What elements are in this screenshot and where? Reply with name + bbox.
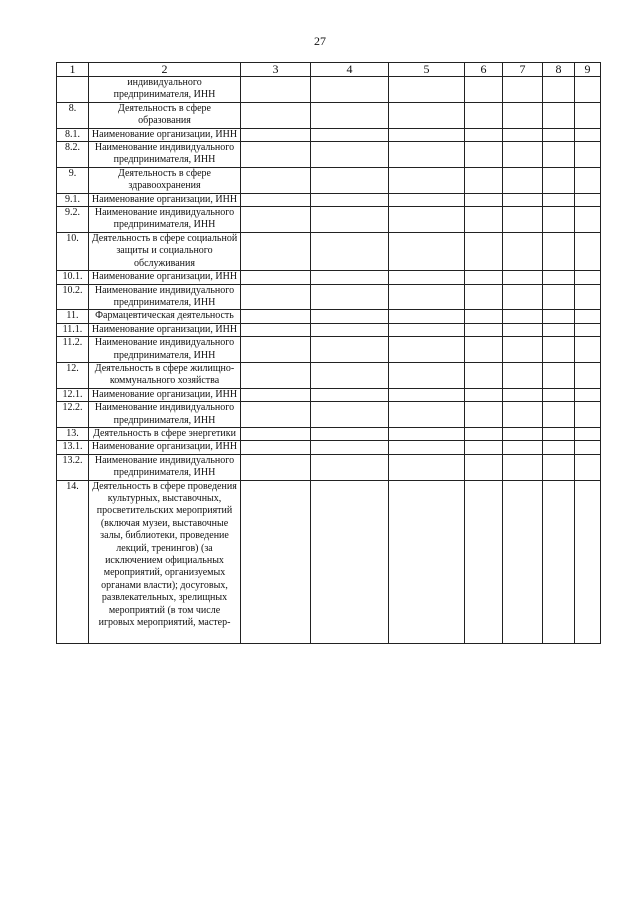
empty-cell[interactable] bbox=[575, 454, 601, 480]
row-description-cell: Наименование организации, ИНН bbox=[89, 323, 241, 336]
row-description-cell: индивидуального предпринимателя, ИНН bbox=[89, 77, 241, 103]
empty-cell[interactable] bbox=[575, 167, 601, 193]
row-number-cell: 10.2. bbox=[57, 284, 89, 310]
column-header: 6 bbox=[465, 63, 503, 77]
empty-cell[interactable] bbox=[311, 284, 389, 310]
empty-cell[interactable] bbox=[311, 207, 389, 233]
empty-cell[interactable] bbox=[311, 232, 389, 270]
empty-cell[interactable] bbox=[465, 284, 503, 310]
empty-cell[interactable] bbox=[389, 310, 465, 323]
empty-cell[interactable] bbox=[543, 232, 575, 270]
table-body bbox=[57, 77, 601, 644]
empty-cell[interactable] bbox=[241, 337, 311, 363]
empty-cell[interactable] bbox=[503, 388, 543, 401]
row-description-cell: Деятельность в сфере энергетики bbox=[89, 427, 241, 440]
empty-cell[interactable] bbox=[389, 193, 465, 206]
empty-cell[interactable] bbox=[389, 284, 465, 310]
row-description-cell: Наименование индивидуального предпринимателя, ИНН bbox=[89, 207, 241, 233]
row-description-cell: Наименование организации, ИНН bbox=[89, 193, 241, 206]
table-row bbox=[57, 207, 601, 233]
row-description-cell: Наименование индивидуального предпринимателя, ИНН bbox=[89, 337, 241, 363]
empty-cell[interactable] bbox=[543, 480, 575, 643]
empty-cell[interactable] bbox=[311, 77, 389, 103]
row-number-cell: 11.2. bbox=[57, 337, 89, 363]
empty-cell[interactable] bbox=[575, 271, 601, 284]
empty-cell[interactable] bbox=[543, 441, 575, 454]
table-row bbox=[57, 77, 601, 103]
row-number-cell: 8.1. bbox=[57, 128, 89, 141]
empty-cell[interactable] bbox=[311, 480, 389, 643]
empty-cell[interactable] bbox=[543, 207, 575, 233]
table-row bbox=[57, 271, 601, 284]
column-header: 9 bbox=[575, 63, 601, 77]
empty-cell[interactable] bbox=[543, 388, 575, 401]
empty-cell[interactable] bbox=[575, 102, 601, 128]
empty-cell[interactable] bbox=[465, 480, 503, 643]
empty-cell[interactable] bbox=[241, 128, 311, 141]
empty-cell[interactable] bbox=[503, 128, 543, 141]
row-description-cell: Наименование индивидуального предпринимателя, ИНН bbox=[89, 454, 241, 480]
empty-cell[interactable] bbox=[503, 362, 543, 388]
row-number-cell: 9. bbox=[57, 167, 89, 193]
row-description-cell: Наименование организации, ИНН bbox=[89, 388, 241, 401]
empty-cell[interactable] bbox=[311, 102, 389, 128]
empty-cell[interactable] bbox=[311, 454, 389, 480]
empty-cell[interactable] bbox=[241, 271, 311, 284]
row-number-cell: 13.2. bbox=[57, 454, 89, 480]
table-row bbox=[57, 402, 601, 428]
empty-cell[interactable] bbox=[465, 271, 503, 284]
row-number-cell: 13. bbox=[57, 427, 89, 440]
empty-cell[interactable] bbox=[543, 427, 575, 440]
row-description-cell: Деятельность в сфере проведения культурных, выставочных, просветительских мероприятий (включая музеи, выставочные залы, библиотеки, проведение лекций, тренингов) (за исключением официальных мероприятий, организуемых органами власти); досуговых, развлекательных, зрелищных мероприятий (в том числе игровых мероприятий, мастер- bbox=[89, 480, 241, 643]
empty-cell[interactable] bbox=[575, 128, 601, 141]
empty-cell[interactable] bbox=[311, 323, 389, 336]
empty-cell[interactable] bbox=[241, 454, 311, 480]
empty-cell[interactable] bbox=[503, 193, 543, 206]
empty-cell[interactable] bbox=[575, 427, 601, 440]
empty-cell[interactable] bbox=[543, 402, 575, 428]
empty-cell[interactable] bbox=[465, 362, 503, 388]
empty-cell[interactable] bbox=[389, 337, 465, 363]
empty-cell[interactable] bbox=[575, 232, 601, 270]
empty-cell[interactable] bbox=[241, 427, 311, 440]
empty-cell[interactable] bbox=[575, 480, 601, 643]
report-table bbox=[56, 62, 601, 644]
row-description-cell: Деятельность в сфере социальной защиты и социального обслуживания bbox=[89, 232, 241, 270]
empty-cell[interactable] bbox=[311, 167, 389, 193]
row-number-cell: 11. bbox=[57, 310, 89, 323]
table-row bbox=[57, 362, 601, 388]
empty-cell[interactable] bbox=[543, 337, 575, 363]
table-row bbox=[57, 310, 601, 323]
empty-cell[interactable] bbox=[465, 102, 503, 128]
empty-cell[interactable] bbox=[543, 167, 575, 193]
empty-cell[interactable] bbox=[503, 102, 543, 128]
row-description-cell: Деятельность в сфере здравоохранения bbox=[89, 167, 241, 193]
row-number-cell: 13.1. bbox=[57, 441, 89, 454]
table-row bbox=[57, 193, 601, 206]
empty-cell[interactable] bbox=[389, 323, 465, 336]
row-number-cell: 11.1. bbox=[57, 323, 89, 336]
empty-cell[interactable] bbox=[311, 193, 389, 206]
empty-cell[interactable] bbox=[311, 337, 389, 363]
empty-cell[interactable] bbox=[389, 362, 465, 388]
empty-cell[interactable] bbox=[311, 128, 389, 141]
column-header: 1 bbox=[57, 63, 89, 77]
row-description-cell: Наименование организации, ИНН bbox=[89, 128, 241, 141]
empty-cell[interactable] bbox=[503, 310, 543, 323]
empty-cell[interactable] bbox=[465, 337, 503, 363]
empty-cell[interactable] bbox=[389, 167, 465, 193]
empty-cell[interactable] bbox=[503, 167, 543, 193]
row-description-cell: Наименование индивидуального предпринимателя, ИНН bbox=[89, 402, 241, 428]
row-description-cell: Наименование организации, ИНН bbox=[89, 441, 241, 454]
empty-cell[interactable] bbox=[311, 310, 389, 323]
empty-cell[interactable] bbox=[575, 362, 601, 388]
page-number: 27 bbox=[314, 34, 326, 48]
empty-cell[interactable] bbox=[575, 441, 601, 454]
empty-cell[interactable] bbox=[575, 402, 601, 428]
empty-cell[interactable] bbox=[241, 102, 311, 128]
row-number-cell: 10. bbox=[57, 232, 89, 270]
empty-cell[interactable] bbox=[465, 441, 503, 454]
table-row bbox=[57, 128, 601, 141]
row-number-cell: 12.2. bbox=[57, 402, 89, 428]
row-number-cell: 10.1. bbox=[57, 271, 89, 284]
empty-cell[interactable] bbox=[311, 388, 389, 401]
empty-cell[interactable] bbox=[543, 128, 575, 141]
empty-cell[interactable] bbox=[465, 232, 503, 270]
row-description-cell: Фармацевтическая деятельность bbox=[89, 310, 241, 323]
table-row bbox=[57, 388, 601, 401]
empty-cell[interactable] bbox=[241, 402, 311, 428]
table-row bbox=[57, 441, 601, 454]
empty-cell[interactable] bbox=[389, 207, 465, 233]
empty-cell[interactable] bbox=[389, 77, 465, 103]
empty-cell[interactable] bbox=[543, 362, 575, 388]
empty-cell[interactable] bbox=[575, 337, 601, 363]
empty-cell[interactable] bbox=[503, 402, 543, 428]
empty-cell[interactable] bbox=[543, 77, 575, 103]
empty-cell[interactable] bbox=[465, 388, 503, 401]
row-description-cell: Наименование организации, ИНН bbox=[89, 271, 241, 284]
empty-cell[interactable] bbox=[465, 207, 503, 233]
table-row bbox=[57, 337, 601, 363]
empty-cell[interactable] bbox=[465, 128, 503, 141]
empty-cell[interactable] bbox=[389, 441, 465, 454]
row-number-cell: 12. bbox=[57, 362, 89, 388]
empty-cell[interactable] bbox=[389, 427, 465, 440]
column-header: 7 bbox=[503, 63, 543, 77]
empty-cell[interactable] bbox=[543, 323, 575, 336]
row-description-cell: Наименование индивидуального предпринимателя, ИНН bbox=[89, 142, 241, 168]
empty-cell[interactable] bbox=[575, 207, 601, 233]
column-header: 4 bbox=[311, 63, 389, 77]
empty-cell[interactable] bbox=[465, 454, 503, 480]
empty-cell[interactable] bbox=[543, 454, 575, 480]
empty-cell[interactable] bbox=[241, 77, 311, 103]
column-header: 8 bbox=[543, 63, 575, 77]
table-row bbox=[57, 480, 601, 643]
empty-cell[interactable] bbox=[543, 193, 575, 206]
row-description-cell: Деятельность в сфере образования bbox=[89, 102, 241, 128]
empty-cell[interactable] bbox=[241, 207, 311, 233]
row-number-cell: 14. bbox=[57, 480, 89, 643]
empty-cell[interactable] bbox=[311, 271, 389, 284]
empty-cell[interactable] bbox=[575, 310, 601, 323]
empty-cell[interactable] bbox=[241, 441, 311, 454]
table-row bbox=[57, 454, 601, 480]
table-row bbox=[57, 427, 601, 440]
table-row bbox=[57, 142, 601, 168]
empty-cell[interactable] bbox=[543, 271, 575, 284]
empty-cell[interactable] bbox=[389, 454, 465, 480]
empty-cell[interactable] bbox=[503, 77, 543, 103]
empty-cell[interactable] bbox=[543, 310, 575, 323]
empty-cell[interactable] bbox=[575, 193, 601, 206]
empty-cell[interactable] bbox=[465, 193, 503, 206]
header-row bbox=[57, 63, 601, 77]
row-description-cell: Деятельность в сфере жилищно-коммунального хозяйства bbox=[89, 362, 241, 388]
empty-cell[interactable] bbox=[465, 142, 503, 168]
empty-cell[interactable] bbox=[241, 388, 311, 401]
table-row bbox=[57, 102, 601, 128]
empty-cell[interactable] bbox=[503, 323, 543, 336]
empty-cell[interactable] bbox=[389, 232, 465, 270]
empty-cell[interactable] bbox=[503, 441, 543, 454]
empty-cell[interactable] bbox=[465, 77, 503, 103]
empty-cell[interactable] bbox=[575, 77, 601, 103]
empty-cell[interactable] bbox=[503, 454, 543, 480]
empty-cell[interactable] bbox=[389, 271, 465, 284]
empty-cell[interactable] bbox=[465, 310, 503, 323]
empty-cell[interactable] bbox=[543, 284, 575, 310]
empty-cell[interactable] bbox=[241, 167, 311, 193]
empty-cell[interactable] bbox=[389, 102, 465, 128]
column-header: 2 bbox=[89, 63, 241, 77]
empty-cell[interactable] bbox=[465, 167, 503, 193]
empty-cell[interactable] bbox=[311, 142, 389, 168]
empty-cell[interactable] bbox=[389, 128, 465, 141]
empty-cell[interactable] bbox=[503, 480, 543, 643]
empty-cell[interactable] bbox=[503, 427, 543, 440]
empty-cell[interactable] bbox=[241, 362, 311, 388]
empty-cell[interactable] bbox=[503, 337, 543, 363]
empty-cell[interactable] bbox=[389, 388, 465, 401]
empty-cell[interactable] bbox=[575, 388, 601, 401]
empty-cell[interactable] bbox=[465, 427, 503, 440]
empty-cell[interactable] bbox=[241, 142, 311, 168]
table-row bbox=[57, 284, 601, 310]
empty-cell[interactable] bbox=[503, 284, 543, 310]
empty-cell[interactable] bbox=[241, 323, 311, 336]
empty-cell[interactable] bbox=[311, 402, 389, 428]
empty-cell[interactable] bbox=[543, 142, 575, 168]
column-header: 3 bbox=[241, 63, 311, 77]
row-number-cell: 9.2. bbox=[57, 207, 89, 233]
empty-cell[interactable] bbox=[575, 284, 601, 310]
empty-cell[interactable] bbox=[311, 441, 389, 454]
empty-cell[interactable] bbox=[543, 102, 575, 128]
empty-cell[interactable] bbox=[241, 232, 311, 270]
empty-cell[interactable] bbox=[311, 362, 389, 388]
empty-cell[interactable] bbox=[241, 284, 311, 310]
empty-cell[interactable] bbox=[389, 142, 465, 168]
row-number-cell: 12.1. bbox=[57, 388, 89, 401]
empty-cell[interactable] bbox=[389, 480, 465, 643]
empty-cell[interactable] bbox=[503, 142, 543, 168]
empty-cell[interactable] bbox=[575, 323, 601, 336]
table-row bbox=[57, 232, 601, 270]
empty-cell[interactable] bbox=[465, 402, 503, 428]
table-row bbox=[57, 323, 601, 336]
table-row bbox=[57, 167, 601, 193]
empty-cell[interactable] bbox=[575, 142, 601, 168]
empty-cell[interactable] bbox=[503, 232, 543, 270]
empty-cell[interactable] bbox=[311, 427, 389, 440]
row-number-cell: 9.1. bbox=[57, 193, 89, 206]
empty-cell[interactable] bbox=[241, 193, 311, 206]
column-header: 5 bbox=[389, 63, 465, 77]
row-number-cell bbox=[57, 77, 89, 103]
empty-cell[interactable] bbox=[503, 271, 543, 284]
empty-cell[interactable] bbox=[503, 207, 543, 233]
empty-cell[interactable] bbox=[389, 402, 465, 428]
row-description-cell: Наименование индивидуального предпринимателя, ИНН bbox=[89, 284, 241, 310]
row-number-cell: 8. bbox=[57, 102, 89, 128]
empty-cell[interactable] bbox=[241, 480, 311, 643]
empty-cell[interactable] bbox=[465, 323, 503, 336]
row-number-cell: 8.2. bbox=[57, 142, 89, 168]
empty-cell[interactable] bbox=[241, 310, 311, 323]
